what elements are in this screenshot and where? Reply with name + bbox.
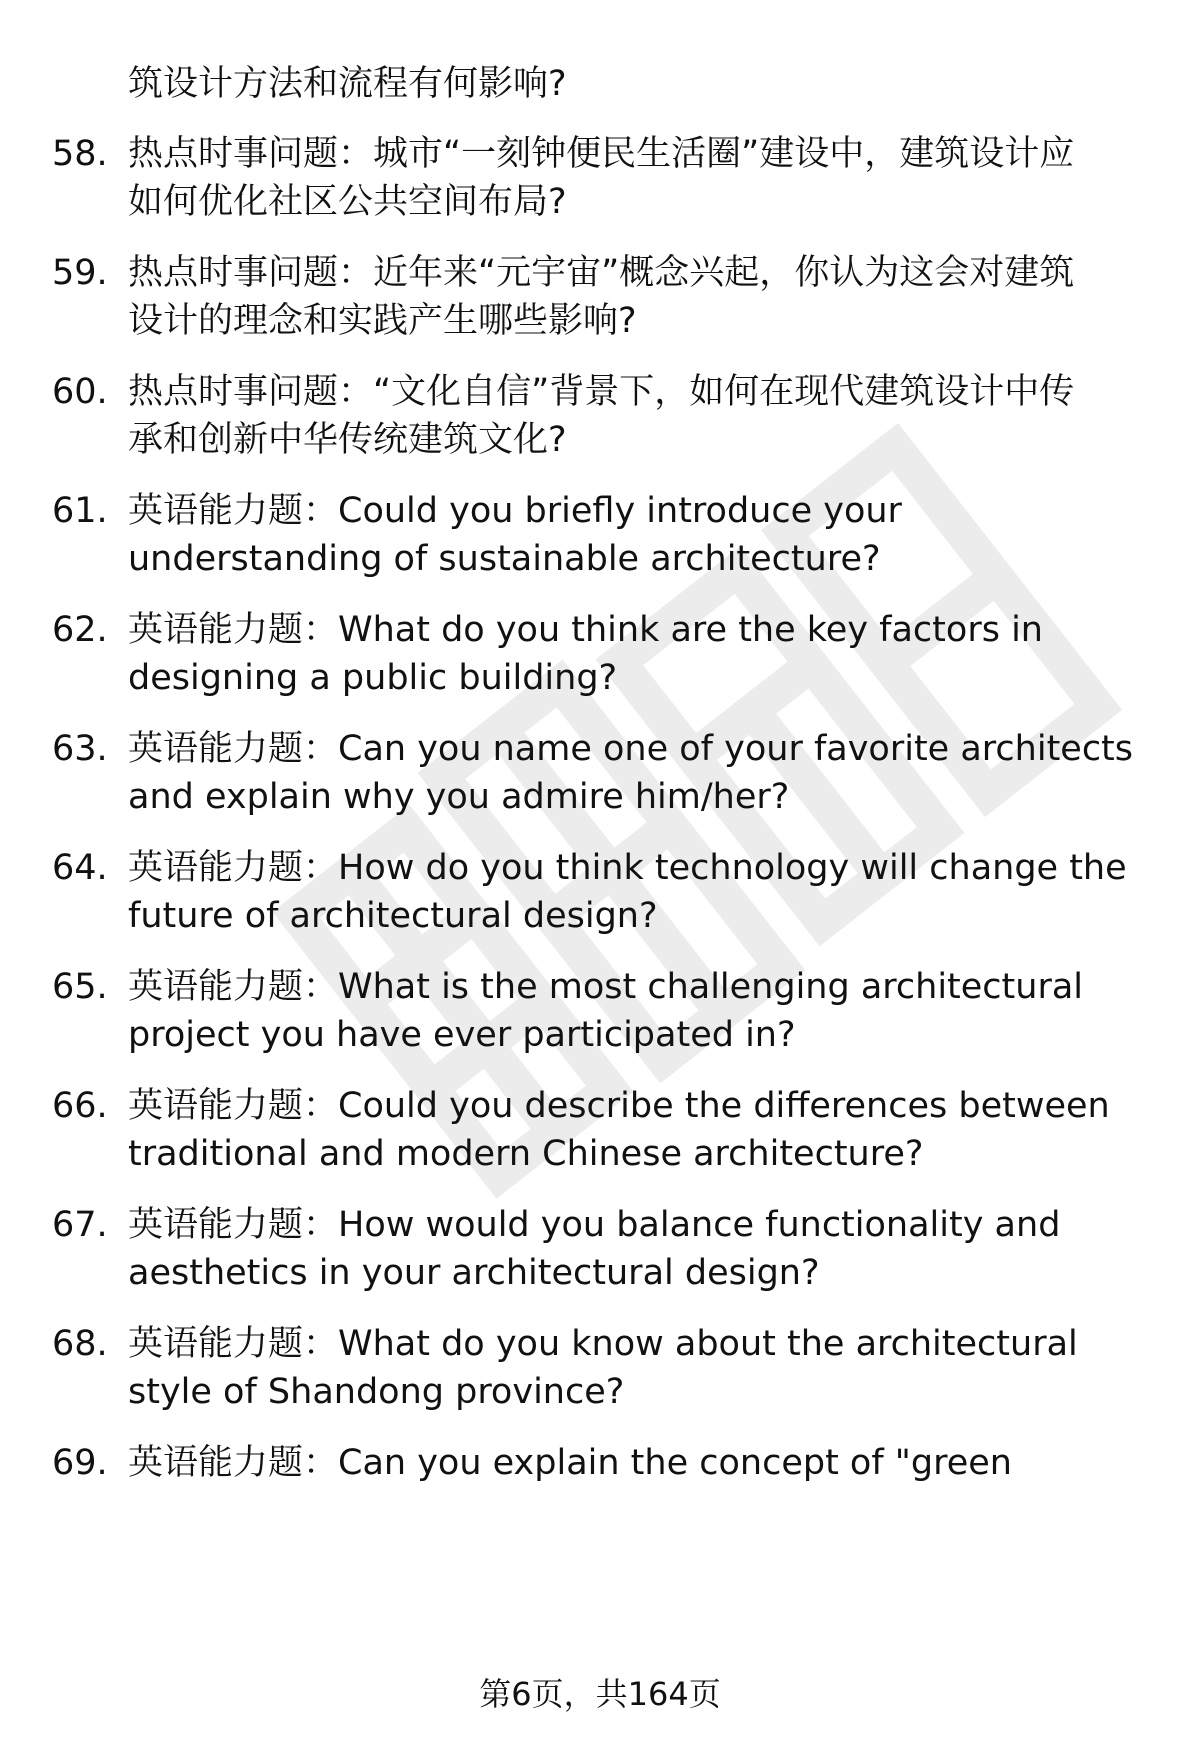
continuation-text: 筑设计方法和流程有何影响? [128, 64, 567, 104]
question-text [128, 606, 1148, 702]
question-text-line: 英语能力题：Could you briefly introduce your [128, 491, 902, 531]
question-text [128, 844, 1148, 940]
question-text [128, 1201, 1148, 1297]
question-number: 63. [52, 729, 108, 769]
question-number: 66. [52, 1086, 108, 1126]
question-text-line: future of architectural design? [128, 896, 658, 936]
question-text-line: 英语能力题：How do you think technology will change the [128, 848, 1127, 888]
question-text-line: style of Shandong province? [128, 1372, 625, 1412]
question-text-line: 热点时事问题：近年来“元宇宙”概念兴起，你认为这会对建筑 [128, 253, 1075, 293]
question-text-line: 英语能力题：Can you name one of your favorite architects [128, 729, 1134, 769]
question-number: 68. [52, 1324, 108, 1364]
question-text-line: 热点时事问题：城市“一刻钟便民生活圈”建设中，建筑设计应 [128, 134, 1075, 174]
question-text [128, 1439, 1148, 1487]
question-text [128, 368, 1148, 464]
question-text-line: 英语能力题：What do you know about the architectural [128, 1324, 1078, 1364]
question-number: 61. [52, 491, 108, 531]
question-text [128, 487, 1148, 583]
question-text-line: 热点时事问题：“文化自信”背景下，如何在现代建筑设计中传 [128, 372, 1075, 412]
question-text [128, 1320, 1148, 1416]
question-number: 64. [52, 848, 108, 888]
page-footer: 第6页，共164页 [479, 1675, 721, 1713]
question-text-line: 英语能力题：What do you think are the key factors in [128, 610, 1043, 650]
question-text-line: 承和创新中华传统建筑文化? [128, 420, 567, 460]
question-text [128, 963, 1148, 1059]
question-text-line: designing a public building? [128, 658, 618, 698]
question-text-line: 设计的理念和实践产生哪些影响? [128, 301, 637, 341]
question-text-line: 英语能力题：Can you explain the concept of "green [128, 1443, 1012, 1483]
question-number: 69. [52, 1443, 108, 1483]
question-text [128, 725, 1148, 821]
question-text-line: traditional and modern Chinese architecture? [128, 1134, 924, 1174]
question-number: 59. [52, 253, 108, 293]
question-text [128, 1082, 1148, 1178]
question-number: 60. [52, 372, 108, 412]
question-text-line: 英语能力题：How would you balance functionality and [128, 1205, 1061, 1245]
question-text-line: 如何优化社区公共空间布局? [128, 182, 567, 222]
question-text [128, 130, 1148, 226]
question-text-line: project you have ever participated in? [128, 1015, 796, 1055]
question-number: 65. [52, 967, 108, 1007]
question-text-line: and explain why you admire him/her? [128, 777, 790, 817]
question-number: 58. [52, 134, 108, 174]
question-text-line: aesthetics in your architectural design? [128, 1253, 820, 1293]
question-number: 62. [52, 610, 108, 650]
question-text-line: 英语能力题：Could you describe the differences between [128, 1086, 1110, 1126]
question-text [128, 249, 1148, 345]
question-text-line: 英语能力题：What is the most challenging architectural [128, 967, 1084, 1007]
question-number: 67. [52, 1205, 108, 1245]
question-text-line: understanding of sustainable architecture? [128, 539, 881, 579]
